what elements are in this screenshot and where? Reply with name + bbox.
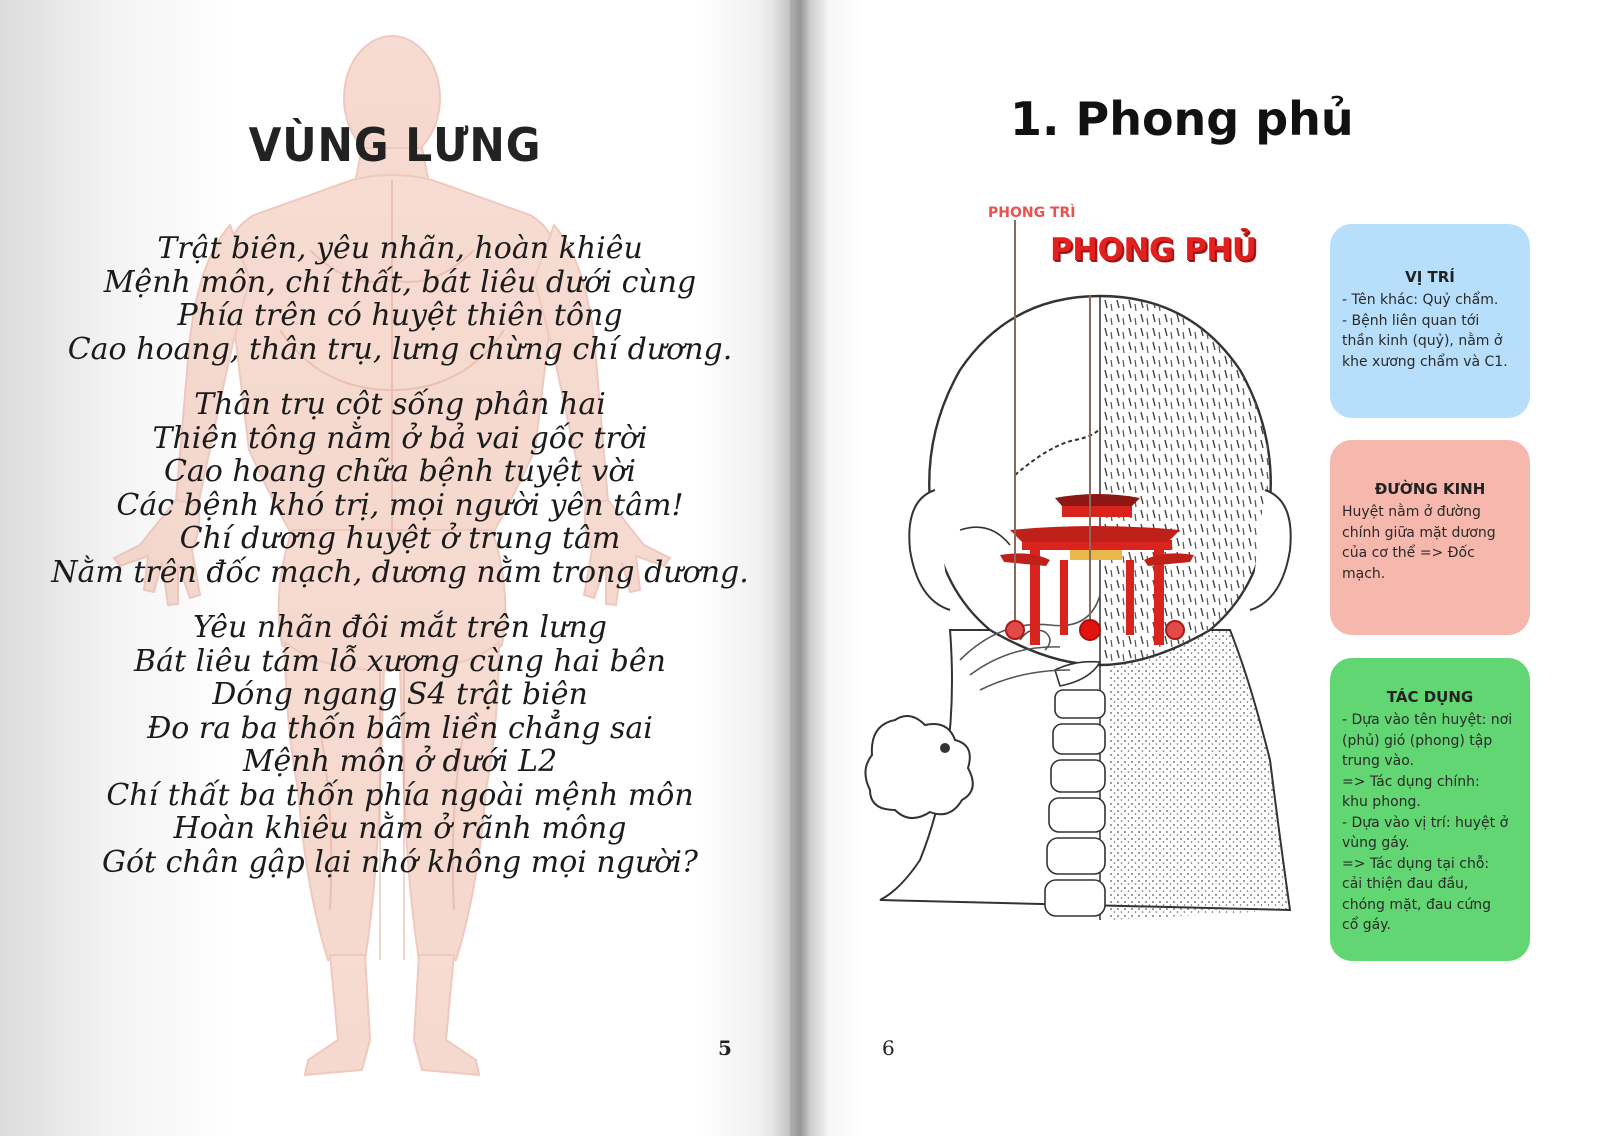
- poem-line: Trật biên, yêu nhãn, hoàn khiêu: [157, 231, 643, 266]
- poem-line: Hoàn khiêu nằm ở rãnh mông: [173, 811, 627, 846]
- info-box-line: Huyệt nằm ở đường: [1342, 504, 1481, 520]
- label-phong-tri: PHONG TRÌ: [988, 205, 1076, 221]
- poem-line: Đo ra ba thốn bấm liền chẳng sai: [147, 710, 653, 746]
- poem-line: Yêu nhãn đôi mắt trên lưng: [193, 610, 607, 645]
- info-box-title: TÁC DỤNG: [1386, 688, 1474, 706]
- poem-line: Thiên tông nằm ở bả vai gốc trời: [152, 420, 648, 456]
- poem-line: Phía trên có huyệt thiên tông: [177, 298, 623, 333]
- info-box-line: - Bệnh liên quan tới: [1342, 312, 1480, 329]
- head-neck-illustration: [850, 200, 1320, 960]
- page-number-left: 5: [718, 1036, 732, 1060]
- left-page: [0, 0, 790, 1136]
- poem-stanza-3: [30, 611, 770, 879]
- poem-line: Cao hoang, thân trụ, lưng chừng chí dương.: [67, 331, 733, 367]
- poem-line: Nằm trên đốc mạch, dương nằm trong dương.: [51, 554, 749, 590]
- info-box-vi-tri: [1330, 224, 1530, 418]
- info-box-line: => Tác dụng chính:: [1342, 773, 1480, 790]
- section-title: VÙNG LƯNG: [248, 118, 542, 172]
- info-box-line: chính giữa mặt dương: [1342, 524, 1496, 541]
- info-box-line: cổ gáy.: [1342, 917, 1391, 933]
- info-box-line: - Dựa vào tên huyệt: nơi: [1342, 712, 1513, 728]
- info-box-line: thần kinh (quỷ), nằm ở: [1342, 333, 1503, 349]
- poem-line: Các bệnh khó trị, mọi người yên tâm!: [116, 487, 684, 523]
- poem-stanza-1: [30, 232, 770, 366]
- label-phong-phu: PHONG PHỦ: [1050, 232, 1257, 268]
- info-box-line: => Tác dụng tại chỗ:: [1342, 855, 1490, 872]
- info-box-duong-kinh: [1330, 440, 1530, 635]
- info-box-line: chóng mặt, đau cứng: [1342, 896, 1492, 913]
- info-box-line: khe xương chẩm và C1.: [1342, 353, 1508, 370]
- poem-line: Chí dương huyệt ở trung tâm: [179, 521, 621, 556]
- poem-line: Mệnh môn, chí thất, bát liêu dưới cùng: [103, 264, 697, 300]
- info-box-title: ĐƯỜNG KINH: [1374, 480, 1486, 498]
- poem-stanza-2: [30, 388, 770, 589]
- info-box-line: - Dựa vào vị trí: huyệt ở: [1342, 814, 1509, 831]
- info-box-line: (phủ) gió (phong) tập: [1342, 732, 1493, 749]
- poem-line: Thân trụ cột sống phân hai: [194, 387, 606, 422]
- info-box-line: cải thiện đau đầu,: [1342, 876, 1469, 892]
- poem-line: Bát liêu tám lỗ xương cùng hai bên: [134, 643, 666, 679]
- info-box-line: trung vào.: [1342, 753, 1414, 769]
- poem-line: Mệnh môn ở dưới L2: [242, 744, 558, 779]
- poem-line: Chí thất ba thốn phía ngoài mệnh môn: [106, 777, 694, 813]
- poem: [30, 232, 770, 901]
- info-box-line: vùng gáy.: [1342, 835, 1410, 851]
- info-box-title: VỊ TRÍ: [1405, 268, 1455, 286]
- poem-line: Cao hoang chữa bệnh tuyệt vời: [163, 454, 637, 489]
- acupoint-title: 1. Phong phủ: [1010, 92, 1354, 146]
- page-number-right: 6: [882, 1036, 895, 1060]
- info-box-line: - Tên khác: Quỷ chẩm.: [1342, 292, 1499, 308]
- poem-line: Gót chân gập lại nhớ không mọi người?: [101, 844, 698, 880]
- book-spine-shadow: [772, 0, 828, 1136]
- info-box-line: khu phong.: [1342, 794, 1421, 810]
- info-box-line: mạch.: [1342, 565, 1386, 582]
- info-box-tac-dung: [1330, 658, 1530, 961]
- poem-line: Dóng ngang S4 trật biên: [212, 677, 588, 712]
- info-box-line: của cơ thể => Đốc: [1342, 545, 1475, 561]
